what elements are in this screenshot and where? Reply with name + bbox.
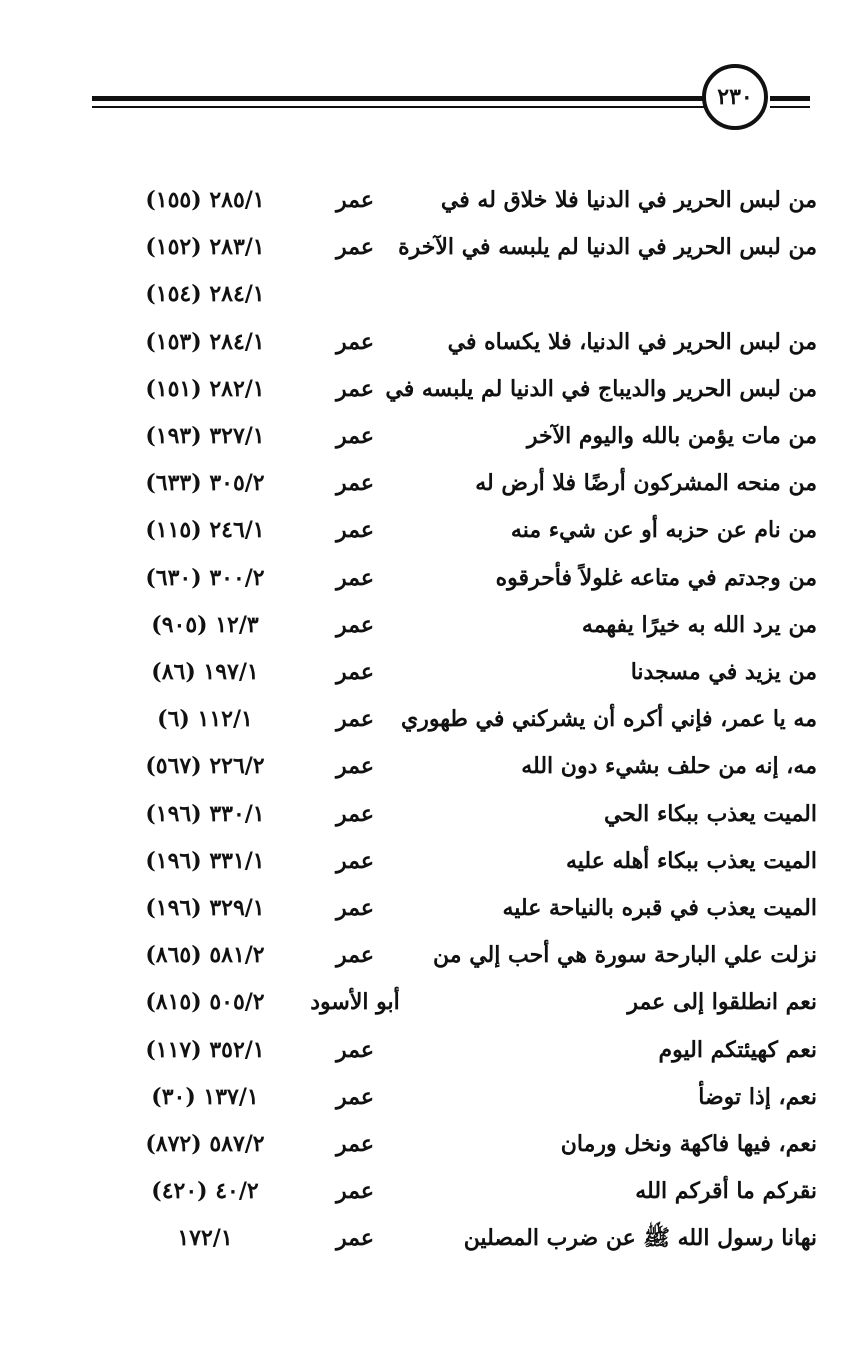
entry-text: من يزيد في مسجدنا	[630, 659, 817, 685]
entry-text: من لبس الحرير في الدنيا، فلا يكساه في	[447, 328, 817, 355]
entry-narrator: عمر	[336, 564, 374, 591]
entry-reference: ٣٠٥/٢ (٦٣٣)	[145, 470, 265, 497]
page-number: ٢٣٠	[702, 64, 768, 130]
header-rule-thin	[92, 106, 704, 108]
entry-reference: ٢٨٥/١ (١٥٥)	[145, 187, 265, 213]
entry-narrator: أبو الأسود	[310, 989, 400, 1016]
entry-text: من لبس الحرير في الدنيا لم يلبسه في الآخرة	[398, 234, 817, 261]
list-item	[0, 841, 855, 887]
entry-text: من مات يؤمن بالله واليوم الآخر	[526, 423, 817, 449]
entry-reference: ٣٥٢/١ (١١٧)	[145, 1036, 265, 1063]
entry-narrator: عمر	[336, 1131, 374, 1157]
entry-narrator: عمر	[336, 1225, 374, 1252]
entry-reference: ٢٨٤/١ (١٥٤)	[145, 281, 265, 308]
entry-text: الميت يعذب في قبره بالنياحة عليه	[502, 895, 817, 921]
list-item	[0, 416, 855, 462]
entry-reference: ٣٢٧/١ (١٩٣)	[145, 423, 265, 449]
entry-text: من يرد الله به خيرًا يفهمه	[581, 611, 817, 638]
entry-text: من لبس الحرير والديباج في الدنيا لم يلبسه في	[385, 375, 817, 402]
entry-narrator: عمر	[336, 423, 374, 449]
entry-narrator: عمر	[336, 706, 374, 733]
entry-narrator: عمر	[336, 375, 374, 402]
list-item	[0, 935, 855, 981]
list-item	[0, 227, 855, 273]
entry-narrator: عمر	[336, 517, 374, 544]
entry-narrator: عمر	[336, 847, 374, 874]
entry-text: من لبس الحرير في الدنيا فلا خلاق له في	[440, 187, 817, 213]
list-item	[0, 1171, 855, 1217]
list-item	[0, 982, 855, 1028]
entry-reference: ٣٣١/١ (١٩٦)	[145, 847, 265, 874]
list-item	[0, 369, 855, 415]
list-item	[0, 1218, 855, 1264]
header-rule-right-thin	[770, 106, 810, 108]
entry-text: الميت يعذب ببكاء أهله عليه	[565, 847, 817, 874]
header-rule-right-thick	[770, 96, 810, 101]
entry-narrator: عمر	[336, 942, 374, 969]
entry-reference: ٣٠٠/٢ (٦٣٠)	[145, 564, 265, 591]
entry-narrator: عمر	[336, 800, 374, 827]
list-item	[0, 1077, 855, 1123]
entry-narrator: عمر	[336, 1036, 374, 1063]
entry-text: من نام عن حزبه أو عن شيء منه	[510, 517, 817, 544]
entry-text: مه، إنه من حلف بشيء دون الله	[521, 753, 817, 780]
list-item	[0, 180, 855, 226]
entry-narrator: عمر	[336, 659, 374, 685]
entry-reference: ٢٨٢/١ (١٥١)	[145, 375, 265, 402]
entry-text: الميت يعذب ببكاء الحي	[603, 800, 817, 827]
list-item	[0, 888, 855, 934]
entry-text: نزلت علي البارحة سورة هي أحب إلي من	[433, 942, 817, 969]
entry-narrator: عمر	[336, 895, 374, 921]
entry-text: نعم انطلقوا إلى عمر	[627, 989, 817, 1016]
entry-reference: ٢٤٦/١ (١١٥)	[145, 517, 265, 544]
entry-narrator: عمر	[336, 1178, 374, 1205]
entry-narrator: عمر	[336, 611, 374, 638]
entry-reference: ٢٨٤/١ (١٥٣)	[145, 328, 265, 355]
entry-text: من منحه المشركون أرضًا فلا أرض له	[475, 470, 817, 497]
entry-narrator: عمر	[336, 187, 374, 213]
entry-reference: ٥٠٥/٢ (٨١٥)	[145, 989, 265, 1016]
header-rule-thick	[92, 96, 704, 101]
entry-reference: ١٣٧/١ (٣٠)	[151, 1083, 259, 1110]
list-item	[0, 699, 855, 745]
entry-reference: ٥٨١/٢ (٨٦٥)	[145, 942, 265, 969]
entry-reference: ٣٢٩/١ (١٩٦)	[145, 895, 265, 921]
entry-reference: ١٩٧/١ (٨٦)	[151, 659, 259, 685]
entry-text: من وجدتم في متاعه غلولاً فأحرقوه	[495, 564, 817, 591]
entry-reference: ٢٢٦/٢ (٥٦٧)	[145, 753, 265, 780]
list-item	[0, 746, 855, 792]
entry-text: نهانا رسول الله ﷺ عن ضرب المصلين	[463, 1225, 817, 1252]
entry-reference: ١١٢/١ (٦)	[157, 706, 253, 733]
entry-reference: ٤٠/٢ (٤٢٠)	[151, 1178, 259, 1205]
page-header	[0, 0, 855, 140]
entry-narrator: عمر	[336, 1083, 374, 1110]
list-item	[0, 558, 855, 604]
list-item	[0, 1124, 855, 1170]
entry-reference: ٢٨٣/١ (١٥٢)	[145, 234, 265, 261]
list-item	[0, 274, 855, 320]
list-item	[0, 605, 855, 651]
entry-narrator: عمر	[336, 234, 374, 261]
entry-narrator: عمر	[336, 328, 374, 355]
list-item	[0, 463, 855, 509]
entry-text: نعم، إذا توضأ	[698, 1083, 817, 1110]
entry-reference: ١٢/٣ (٩٠٥)	[151, 611, 259, 638]
entry-reference: ١٧٢/١	[177, 1225, 233, 1252]
list-item	[0, 510, 855, 556]
entry-text: مه يا عمر، فإني أكره أن يشركني في طهوري	[400, 706, 817, 733]
list-item	[0, 322, 855, 368]
entry-reference: ٣٣٠/١ (١٩٦)	[145, 800, 265, 827]
list-item	[0, 652, 855, 698]
entry-text: نعم، فيها فاكهة ونخل ورمان	[560, 1131, 817, 1157]
entry-narrator: عمر	[336, 753, 374, 780]
entry-text: نعم كهيئتكم اليوم	[658, 1036, 817, 1063]
entry-reference: ٥٨٧/٢ (٨٧٢)	[145, 1131, 265, 1157]
entry-text: نقركم ما أقركم الله	[635, 1178, 817, 1205]
list-item	[0, 1030, 855, 1076]
list-item	[0, 794, 855, 840]
entry-narrator: عمر	[336, 470, 374, 497]
